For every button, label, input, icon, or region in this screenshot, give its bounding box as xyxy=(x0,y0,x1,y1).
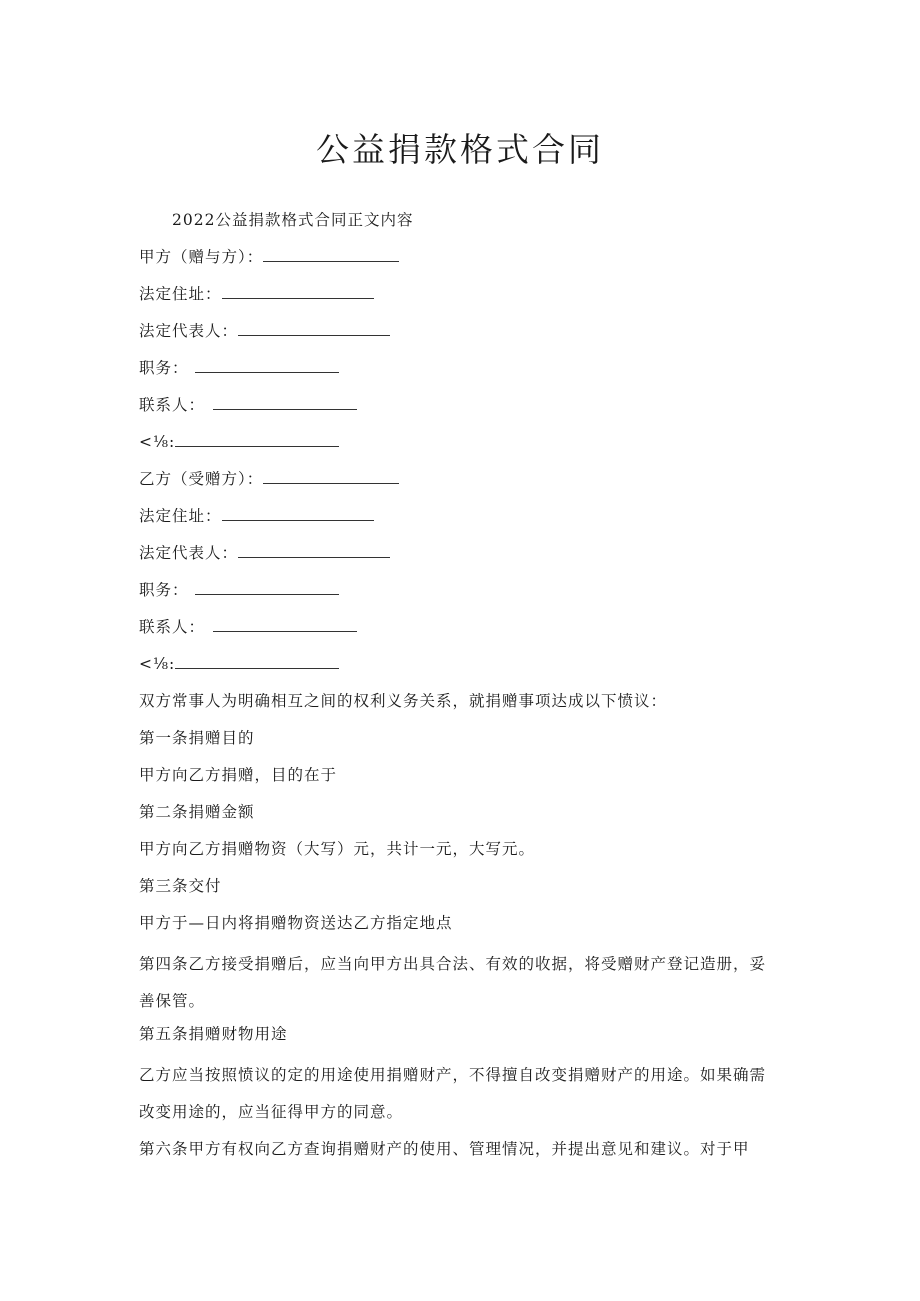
party-b-contact-blank[interactable] xyxy=(213,613,357,632)
article-6-text: 第六条甲方有权向乙方查询捐赠财产的使用、管理情况，并提出意见和建议。对于甲 xyxy=(139,1140,750,1158)
article-1-text: 甲方向乙方捐赠，目的在于 xyxy=(139,766,338,784)
party-b-rep-blank[interactable] xyxy=(238,539,390,558)
article-3-title: 第三条交付 xyxy=(139,877,222,895)
party-a-rep-line xyxy=(139,317,779,354)
article-2-title: 第二条捐赠金额 xyxy=(139,803,255,821)
party-b-position-blank[interactable] xyxy=(195,576,339,595)
party-a-label: 甲方（赠与方）： xyxy=(139,248,264,266)
party-a-address-blank[interactable] xyxy=(222,280,374,299)
party-b-phone-label: <⅛: xyxy=(139,655,176,673)
party-a-contact-line xyxy=(139,391,779,428)
party-a-address-line xyxy=(139,280,779,317)
article-4-text: 第四条乙方接受捐赠后，应当向甲方出具合法、有效的收据，将受赠财产登记造册，妥善保管。 xyxy=(139,955,767,1010)
party-b-position-label: 职务： xyxy=(139,581,189,599)
intro-paragraph: 双方常事人为明确相互之间的权利义务关系，就捐赠事项达成以下愤议： xyxy=(139,692,668,710)
article-2-text: 甲方向乙方捐赠物资（大写）元，共计一元，大写元。 xyxy=(139,840,536,858)
party-a-phone-blank[interactable] xyxy=(175,428,339,447)
party-a-address-label: 法定住址： xyxy=(139,285,222,303)
party-b-contact-line xyxy=(139,613,779,650)
party-b-address-blank[interactable] xyxy=(222,502,374,521)
party-a-rep-blank[interactable] xyxy=(238,317,390,336)
article-3-text: 甲方于—日内将捐赠物资送达乙方指定地点 xyxy=(139,914,453,932)
party-a-phone-label: <⅛: xyxy=(139,433,176,451)
party-a-position-blank[interactable] xyxy=(195,354,339,373)
party-a-line xyxy=(139,243,779,280)
party-b-rep-label: 法定代表人： xyxy=(139,544,239,562)
party-b-line xyxy=(139,465,779,502)
party-b-phone-line xyxy=(139,650,779,687)
party-a-contact-blank[interactable] xyxy=(213,391,357,410)
article-5-text: 乙方应当按照愤议的定的用途使用捐赠财产，不得擅自改变捐赠财产的用途。如果确需改变用途的，应当征得甲方的同意。 xyxy=(139,1066,767,1121)
article-1-title: 第一条捐赠目的 xyxy=(139,729,255,747)
party-b-contact-label: 联系人： xyxy=(139,618,206,636)
contract-body xyxy=(139,206,779,1168)
party-b-blank[interactable] xyxy=(263,465,399,484)
party-b-address-label: 法定住址： xyxy=(139,507,222,525)
party-b-position-line xyxy=(139,576,779,613)
party-a-phone-line xyxy=(139,428,779,465)
article-5-title: 第五条捐赠财物用途 xyxy=(139,1025,288,1043)
party-b-phone-blank[interactable] xyxy=(175,650,339,669)
subtitle: 2022公益捐款格式合同正文内容 xyxy=(172,211,414,229)
party-a-position-line xyxy=(139,354,779,391)
party-b-address-line xyxy=(139,502,779,539)
party-a-blank[interactable] xyxy=(263,243,399,262)
party-b-label: 乙方（受赠方）： xyxy=(139,470,264,488)
party-a-rep-label: 法定代表人： xyxy=(139,322,239,340)
party-b-rep-line xyxy=(139,539,779,576)
document-title: 公益捐款格式合同 xyxy=(316,130,604,169)
party-a-contact-label: 联系人： xyxy=(139,396,206,414)
party-a-position-label: 职务： xyxy=(139,359,189,377)
